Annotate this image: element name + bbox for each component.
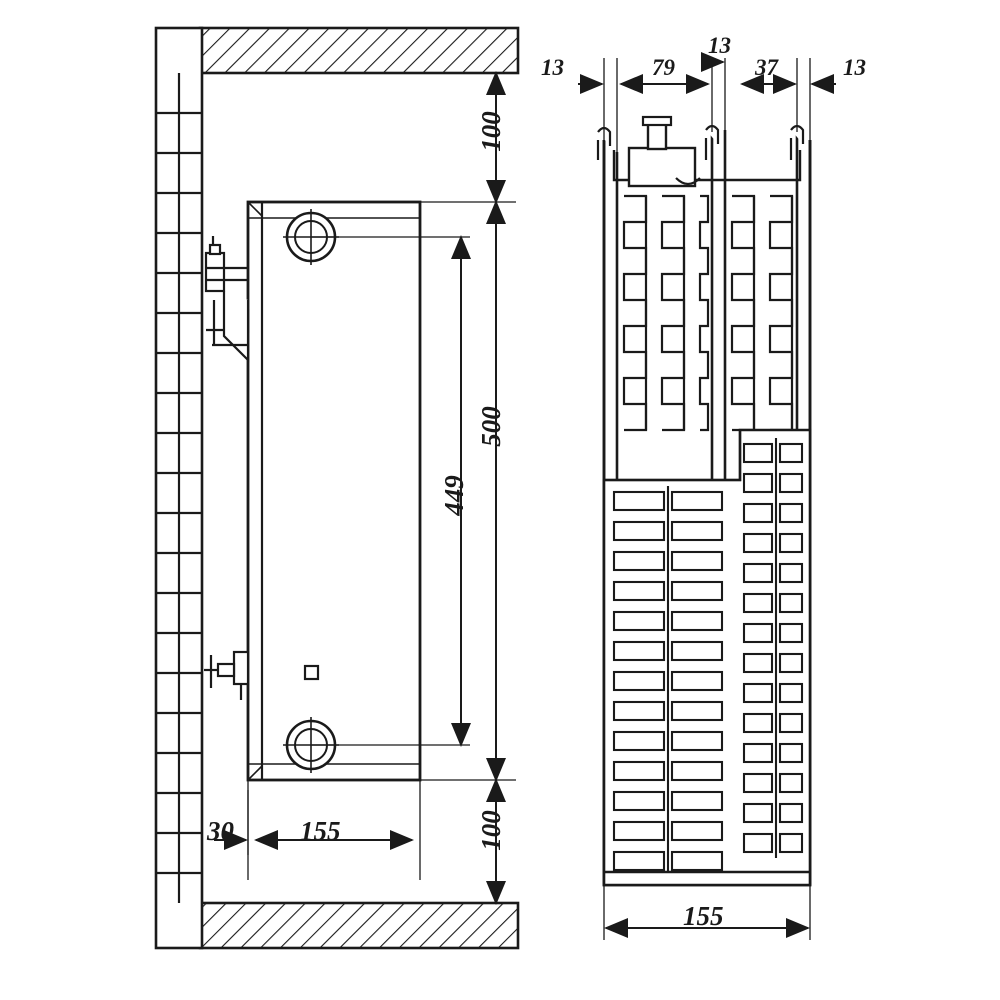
dim-label-connection-centers: 449 <box>438 475 469 516</box>
dim-label-sec-right: 13 <box>843 55 866 80</box>
dim-label-sec-mid: 13 <box>708 33 731 58</box>
dim-label-sec-panel: 79 <box>652 55 675 80</box>
dim-label-bottom-gap: 100 <box>475 810 506 851</box>
dim-label-sec-gap: 37 <box>755 55 778 80</box>
dim-label-wall-offset: 30 <box>207 816 234 846</box>
section-view-group <box>578 55 836 940</box>
dim-label-depth: 155 <box>300 816 341 846</box>
dim-label-sec-total: 155 <box>683 901 724 931</box>
dim-label-panel-height: 500 <box>475 406 506 447</box>
dim-label-sec-left: 13 <box>541 55 564 80</box>
dim-label-top-gap: 100 <box>475 111 506 152</box>
